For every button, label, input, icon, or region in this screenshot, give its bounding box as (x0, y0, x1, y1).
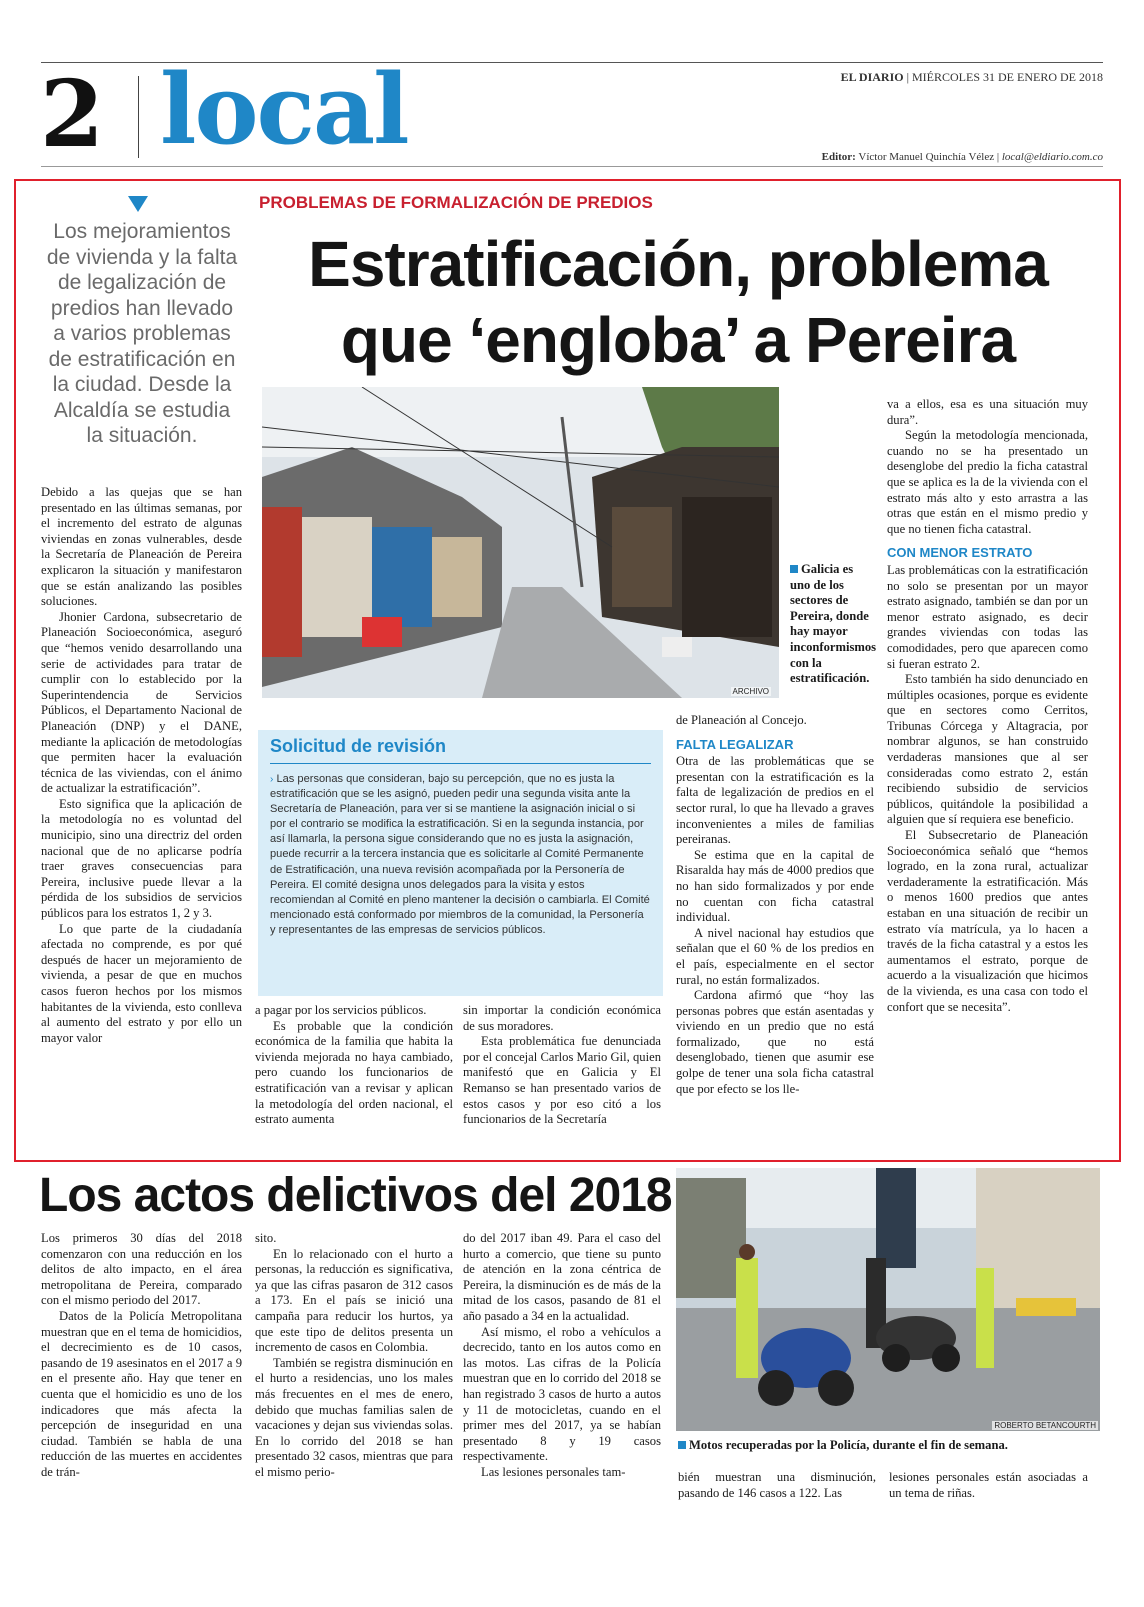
story1-column-1 (41, 485, 242, 1046)
editor-divider: | (996, 151, 1002, 163)
story2-paragraph: Los primeros 30 días del 2018 comenzaron con una reducción en los delitos de alto impacto, en el área metropolitana de Pereira, comparado con el mismo periodo del 2017. (41, 1231, 242, 1308)
header-bottom-rule (41, 166, 1103, 167)
story1-paragraph: A nivel nacional hay estudios que señalan que el 60 % de los predios en el país, especialmente en el sector rural, no están formalizados. (676, 925, 874, 987)
info-box-body (270, 772, 651, 938)
caption-text: Galicia es uno de los sectores de Pereira, donde hay mayor inconformismos con la estratificación. (790, 562, 877, 686)
story2-paragraph: sito. (255, 1231, 277, 1245)
story-headline (258, 226, 1098, 378)
headline-line-2: que ‘engloba’ a Pereira (340, 304, 1016, 376)
info-box-bullet-icon: › (270, 774, 274, 785)
story2-paragraph: Así mismo, el robo a vehículos a decrecido, tanto en los autos como en las motos. Las cifras de la Policía muestran que en lo corrido del 2018 se han registrado 3 casos de hurto a autos y 11 de motocicletas, cuando en el primer mes del 2017, ya se habían presentado 8 y 19 casos respectivamente. (463, 1324, 661, 1464)
caption-bullet-icon (790, 565, 798, 573)
subhead-menor-estrato: CON MENOR ESTRATO (887, 545, 1033, 561)
story2-paragraph: do del 2017 iban 49. Para el caso del hurto a comercio, que tiene su punto de atención en la zona céntrica de Pereira, la disminución es de más de la mitad de los casos, pasando de 81 el año pasado a 34 en la actualidad. (463, 1231, 661, 1323)
story2-column-1 (41, 1231, 242, 1481)
story1-paragraph: Esta problemática fue denunciada por el concejal Carlos Mario Gil, quien manifestó que en Galicia y El Remanso se han presentado varios de estos casos y por eso citó a los funcionarios de la Secretaría (463, 1034, 661, 1127)
editor-label: Editor: (821, 151, 856, 163)
story1-paragraph: Según la metodología mencionada, cuando no se ha presentado un desenglobe del predio la ficha catastral que se aplica es la de la vivienda con el estrato más alto y esto arrastra a las otras que están en el mismo predio y que no tienen ficha catastral. (887, 428, 1088, 536)
story1-paragraph: Esto también ha sido denunciado en múltiples ocasiones, porque es evidente que en sectores como Cerritos, Tribunas Córcega y Altagracia, por nombrar algunos, se han construido verdaderas mansiones que al ser consideradas como estrato 2, están recibiendo subsidio de servicios públicos, quitándole la posibilidad a alguien que sí requiera ese beneficio. (887, 672, 1088, 827)
story1-paragraph: Lo que parte de la ciudadanía afectada no comprende, es por qué después de hacer un mejoramiento de vivienda, a pesar de que en muchos casos fueron hechos por los mismos habitantes de la vivienda, esto conlleva al aumento del estrato y por ello un mayor valor (41, 921, 242, 1045)
story1-paragraph: sin importar la condición económica de sus moradores. (463, 1003, 661, 1033)
story1-paragraph: de Planeación al Concejo. (676, 713, 807, 727)
story-deck: Los mejoramientos de vivienda y la falta de legalización de predios han llevado a varios problemas de estratificación en la ciudad. Desde la Alcaldía se estudia la situación. (46, 220, 238, 447)
story2-paragraph: Datos de la Policía Metropolitana muestran que en el tema de homicidios, el decrecimiento es de 10 casos, pasando de 19 asesinatos en el 2017 a 9 en el presente año. Hay que tener en cuenta que el homicidio es uno de los indicadores que más afecta la percepción de inseguridad en una ciudad. También se habla de una reducción de las muertes en accidentes de trán- (41, 1308, 242, 1479)
editor-line (822, 151, 1103, 163)
photo-caption (790, 562, 877, 687)
story2-photo-motorcycles (676, 1168, 1100, 1431)
motorcycles-photo-illustration (676, 1168, 1100, 1431)
story2-caption-text: Motos recuperadas por la Policía, durante el fin de semana. (689, 1438, 1008, 1452)
story1-paragraph: Es probable que la condición económica de la familia que habita la vivienda mejorada no haya cambiado, pero cuando los funcionarios de estratificación van a revisar y aplican la metodología del orden nacional, el estrato aumenta (255, 1018, 453, 1127)
story1-column-3 (463, 1003, 661, 1128)
story1-paragraph: Cardona afirmó que “hoy las personas pobres que están asentadas y viviendo en un predio que no está formalizado, que no está desenglobado, tienen que asumir ese golpe de tener una sola ficha catastral que por efecto se los lle- (676, 988, 874, 1096)
deck-arrow-icon (128, 196, 148, 212)
story2-column-2 (255, 1231, 453, 1481)
story2-caption (678, 1438, 1102, 1454)
paper-name: EL DIARIO (840, 70, 904, 84)
editor-email[interactable]: local@eldiario.com.co (1001, 151, 1103, 163)
story2-caption-bullet-icon (678, 1441, 686, 1449)
story2-column-5 (889, 1470, 1088, 1501)
story1-paragraph: Debido a las quejas que se han presentado en las últimas semanas, por el incremento del estrato de algunas viviendas en zonas vulnerables, desde la Secretaría de Planeación de Pereira explicaron la situación y manifestaron que se están analizando las posibles soluciones. (41, 485, 242, 609)
story2-paragraph: En lo relacionado con el hurto a personas, la reducción es significativa, ya que las cifras pasaron de 312 casos a 173. En el país se inició una campaña para reducir los hurtos, ya que este tipo de delitos presenta un incremento de casos en Colombia. (255, 1246, 453, 1355)
editor-name: Víctor Manuel Quinchía Vélez (858, 151, 995, 163)
street-photo-illustration (262, 387, 779, 698)
story1-paragraph: va a ellos, esa es una situación muy dura”. (887, 397, 1088, 427)
story1-column-5 (887, 397, 1088, 1015)
page-header (0, 0, 1144, 170)
story2-paragraph: bién muestran una disminución, pasando de 146 casos a 122. Las (678, 1470, 876, 1500)
story1-paragraph: Jhonier Cardona, subsecretario de Planeación Socioeconómica, aseguró que “hemos venido desarrollando una serie de actividades para tratar de cumplir con lo establecido por la Superintendencia de Servicios Públicos, el Departamento Nacional de Planeación (DNP) y el DANE, mediante la aplicación de metodologías que permiten hacer la evaluación técnica de las viviendas, con el ánimo de actualizar la estratificación”. (41, 609, 242, 796)
story2-photo-credit: ROBERTO BETANCOURTH (994, 1421, 1096, 1430)
info-box-text: Las personas que consideran, bajo su percepción, que no es justa la estratificación que se les asignó, pueden pedir una segunda visita ante la Secretaría de Planeación, para ver si se mantiene la asignación inicial o si por el contrario se modifica la estratificación. Si en la segunda instancia, por así llamarla, la persona sigue considerando que no es justa la asignación, puede recurrir a la tercera instancia que es solicitarle al Comité Permanente de Estratificación, una nueva revisión acompañada por la Personería de Pereira. El comité designa unos delegados para la visita y estos recomiendan al Comité en pleno mantener la decisión o cambiarla. El Comité mencionado está conformado por miembros de la comunidad, la Personería y representantes de las empresas de servicios públicos. (270, 773, 650, 936)
story1-paragraph: Esto significa que la aplicación de la metodología no es voluntad del municipio, sino una directriz del orden nacional que de no aplicarse podría traer graves consecuencias para Pereira, inclusive puede llevar a la pérdida de los subsidios de servicios públicos para los estratos 1, 2 y 3. (41, 796, 242, 921)
photo-credit: ARCHIVO (732, 687, 769, 696)
story-kicker: PROBLEMAS DE FORMALIZACIÓN DE PREDIOS (259, 193, 653, 212)
issue-date: MIÉRCOLES 31 DE ENERO DE 2018 (912, 70, 1103, 84)
story2-paragraph: También se registra disminución en el hurto a residencias, uno los males más frecuentes en el mes de enero, debido que muchas familias salen de vacaciones y dejan sus viviendas solas. En lo corrido del 2018 se han presentado 32 casos, mientras que para el mismo perio- (255, 1355, 453, 1479)
paper-date-line (841, 70, 1103, 85)
info-box-title: Solicitud de revisión (270, 736, 651, 764)
story2-column-3 (463, 1231, 661, 1481)
page-number: 2 (40, 60, 105, 168)
story2-column-4 (678, 1470, 876, 1501)
story2-headline: Los actos delictivos del 2018 (39, 1169, 672, 1222)
story1-paragraph: El Subsecretario de Planeación Socioeconómica señaló que “hemos logrado, en la zona rural, actualizar verdaderamente la estratificación. Más o menos 1600 predios que antes estaban en una situación de recibir un estrato vía matrícula, ya lo hacen a través de la ficha catastral y a estos les aumentamos el estrato, porque de acuerdo a la visualización que hicimos de la vivienda, es una casa con todo el confort que se necesita”. (887, 828, 1088, 1014)
info-box (258, 730, 663, 996)
story1-paragraph: Las problemáticas con la estratificación no solo se presentan por un mayor estrato asignado, también se dan por un menor estrato asignado, es decir grandes viviendas con todas las comodidades, pero que aparecen como si fueran estrato 2. (887, 562, 1088, 671)
subhead-falta-legalizar: FALTA LEGALIZAR (676, 736, 794, 752)
story1-column-2 (255, 1003, 453, 1128)
story1-paragraph: a pagar por los servicios públicos. (255, 1003, 427, 1017)
story-photo-galicia (262, 387, 779, 698)
story1-column-4 (676, 713, 874, 1097)
section-name: local (160, 53, 408, 166)
date-divider: | (906, 70, 912, 84)
story2-paragraph: lesiones personales están asociadas a un tema de riñas. (889, 1470, 1088, 1500)
story1-paragraph: Se estima que en la capital de Risaralda hay más de 4000 predios que no han sido formalizados y por ende no cuentan con ficha catastral individual. (676, 847, 874, 925)
header-divider (138, 76, 139, 158)
story1-paragraph: Otra de las problemáticas que se presentan con la estratificación es la falta de legalización de predios en el sector rural, lo que ha llevado a graves inconvenientes a miles de familias pereiranas. (676, 754, 874, 847)
story2-paragraph: Las lesiones personales tam- (481, 1464, 626, 1479)
headline-line-1: Estratificación, problema (308, 228, 1048, 300)
